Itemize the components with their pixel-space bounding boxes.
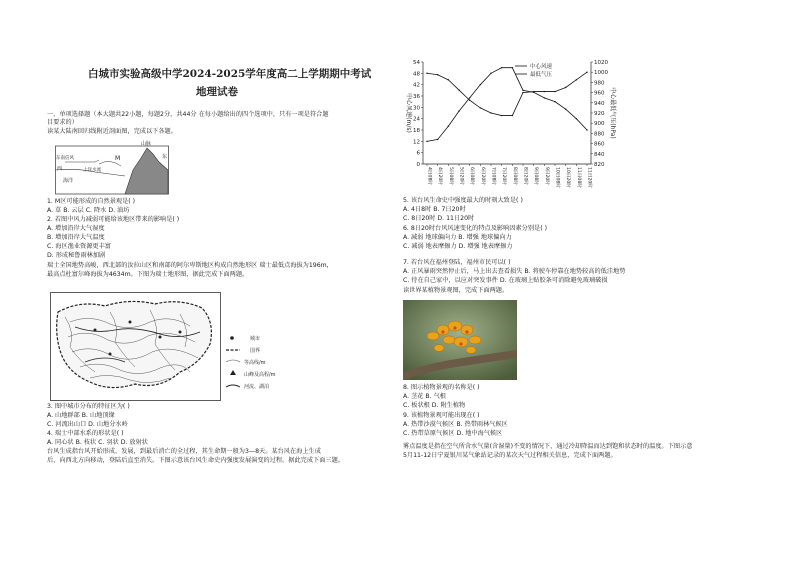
- typhoon-chart: [397, 56, 617, 204]
- left-tick-label: 6: [416, 150, 420, 157]
- data-point: [426, 73, 427, 74]
- data-point: [480, 84, 481, 85]
- legend-contour: 等高线/m: [244, 360, 266, 366]
- data-point: [458, 89, 459, 90]
- x-tick-label: 5日08时: [447, 167, 453, 185]
- intro-4: 读世界某植物景观图，完成下面两题。: [403, 287, 509, 294]
- right-tick-label: 920: [594, 111, 605, 117]
- x-tick-label: 11日08时: [575, 167, 581, 188]
- x-tick-label: 8日08时: [511, 167, 517, 185]
- x-tick-label: 5日20时: [458, 167, 464, 185]
- q7-a: A. 正风暴雨突然停止后，马上出去查看损失 B. 将驶车停靠在地势较高的低洼地势: [403, 268, 626, 275]
- q2-c: C. 海区渔业资源更丰富: [47, 243, 111, 250]
- right-tick-label: 900: [594, 121, 605, 128]
- series-line-wind-speed: [427, 68, 587, 142]
- data-point: [469, 97, 470, 98]
- data-point: [565, 87, 566, 88]
- data-point: [522, 90, 523, 91]
- map-legend: [226, 335, 276, 390]
- q8: 8. 图示植物景观的名称是( ): [403, 384, 480, 391]
- q8-b: C. 板状根 D. 附生植物: [403, 402, 466, 409]
- data-point: [512, 67, 513, 68]
- switzerland-map: [50, 292, 342, 402]
- plant-photo: [403, 300, 517, 380]
- q5-b: C. 8日20时 D. 11日20时: [403, 215, 475, 222]
- x-tick-label: 9日20时: [543, 167, 549, 185]
- data-point: [448, 79, 449, 80]
- q5: 5. 该台风生命史中强度最大的时刻大致是( ): [403, 197, 523, 204]
- data-point: [490, 112, 491, 113]
- intro-5a: 雾点温度是指在空气所含水气量(含湿量)不变的情况下，通过冷却降温而达到饱和状态时的温度。下图示意: [403, 443, 693, 450]
- exam-title: 白城市实验高级中学2024-2025学年度高二上学期期中考试: [88, 68, 372, 80]
- label-west: 西: [57, 166, 63, 172]
- legend-label: 中心风速: [530, 64, 553, 70]
- data-point: [586, 72, 587, 73]
- q2-d: D. 形成秘鲁雨林加剧: [47, 252, 106, 259]
- q3-b: C. 河流出山口 D. 山地分水岭: [47, 421, 128, 428]
- left-tick-label: 30: [413, 105, 420, 112]
- data-point: [469, 100, 470, 101]
- y-label-right: 中心最低气压(hPa): [609, 87, 616, 139]
- y-label-left: 中心风速(m/s): [405, 93, 412, 133]
- left-tick-label: 54: [413, 60, 420, 66]
- q6-b: C. 减弱 地表摩擦力 D. 增强 地表摩擦力: [403, 243, 513, 250]
- data-point: [426, 141, 427, 142]
- series-line-pressure: [427, 72, 587, 115]
- left-tick-label: 48: [413, 71, 420, 78]
- legend-river: 河流、湖泊: [244, 384, 270, 390]
- q9-a: A. 热带沙漠气候区 B. 热带雨林气候区: [403, 421, 508, 428]
- q1-options: A. 草 B. 云层 C. 降水 D. 油坊: [47, 207, 130, 214]
- label-east: 东: [162, 154, 168, 160]
- right-tick-label: 1020: [594, 60, 608, 66]
- q2: 2. 若图中风力减弱可能给该地区带来的影响是( ): [47, 216, 180, 223]
- q3-a: A. 山地群部 B. 山地顶缘: [47, 412, 115, 419]
- intro-2a: 瑞士全国地势高峻，西北部的汝拉山区和南部的阿尔卑斯地区构成自然地形区 瑞士最低点海拔为196m，: [47, 262, 333, 269]
- q5-a: A. 4日8时 B. 7日20时: [403, 206, 466, 213]
- data-point: [554, 91, 555, 92]
- cross-section-diagram: [55, 140, 170, 195]
- data-point: [554, 101, 555, 102]
- exam-subtitle: 地理试卷: [196, 86, 238, 98]
- x-tick-label: 6日20时: [479, 167, 485, 185]
- x-tick-label: 10日20时: [565, 167, 571, 188]
- right-tick-label: 1000: [594, 70, 608, 77]
- left-tick-label: 12: [413, 139, 420, 146]
- x-tick-label: 7日20时: [501, 167, 507, 185]
- right-tick-label: 940: [594, 100, 605, 107]
- x-tick-label: 11日20时: [586, 167, 592, 188]
- q6: 6. 8日20时台风风速变化的特点及影响因素分别是( ): [403, 225, 548, 232]
- q9-b: C. 热带草原气候区 D. 地中海气候区: [403, 430, 503, 437]
- data-point: [512, 115, 513, 116]
- intro-2b: 最高点杜富尔峰海拔为4634m。下图为瑞士地形图，据此完成下面两题。: [47, 271, 249, 278]
- label-current: 上洋水流: [83, 168, 101, 173]
- data-point: [458, 110, 459, 111]
- intro-1: 读某大陆南回归线附近剖面图，完成以下各题。: [47, 128, 177, 135]
- data-point: [533, 91, 534, 92]
- data-point: [501, 115, 502, 116]
- q9: 9. 该植物景观可能出现在( ): [403, 412, 480, 419]
- data-point: [576, 79, 577, 80]
- left-tick-label: 18: [413, 128, 420, 134]
- data-point: [480, 107, 481, 108]
- q6-a: A. 减弱 地球偏向力 B. 增强 地球偏向力: [403, 234, 512, 241]
- q4-options: A. 同心状 B. 枝状 C. 羽状 D. 放射状: [47, 439, 148, 446]
- data-point: [501, 67, 502, 68]
- legend-border: 国界: [250, 348, 261, 354]
- data-point: [565, 109, 566, 110]
- instructions-line-1: 一、单项选择题（本大题共22小题，每题2分，共44分 在每小题给出的四个选项中，只有一项是符合题: [47, 111, 329, 118]
- data-point: [490, 73, 491, 74]
- q7-b: C. 待在自己家中，以应对突发事件 D. 在玻璃上贴胶条可消除避免玻璃破损: [403, 277, 608, 284]
- left-tick-label: 36: [413, 94, 420, 100]
- x-tick-label: 7日08时: [490, 167, 496, 185]
- legend-city: 城市: [250, 336, 261, 342]
- label-mountain: 山脉: [141, 141, 152, 147]
- intro-5b: 5月11-12日宁夏银川某气象站记录的某次天气过程相关信息，完成下面两题。: [403, 452, 617, 459]
- data-point: [437, 74, 438, 75]
- legend-label: 最低气压: [530, 72, 553, 78]
- right-tick-label: 960: [594, 90, 605, 97]
- q3: 3. 图中城市分布的特征区为( ): [47, 403, 130, 410]
- left-tick-label: 24: [413, 116, 420, 123]
- data-point: [544, 91, 545, 92]
- x-tick-label: 8日20时: [522, 167, 528, 185]
- right-tick-label: 820: [594, 162, 605, 168]
- right-tick-label: 840: [594, 151, 605, 158]
- x-tick-label: 10日08时: [554, 167, 560, 188]
- legend-peak: 山峰及高程/m: [244, 372, 276, 378]
- label-wind: 东南信风: [56, 156, 74, 161]
- data-point: [522, 92, 523, 93]
- intro-3a: 台风生成指台风开始形成、发展，到最后消亡的全过程，其生命期一般为3—8天。某台风在海上生成: [47, 448, 321, 455]
- right-tick-label: 880: [594, 131, 605, 138]
- x-tick-label: 4日20时: [437, 167, 443, 185]
- left-tick-label: 42: [413, 82, 420, 89]
- intro-3b: 后，向西北方向移动，登陆后直至消失。下图示意该台风生命史内强度发展演变的过程。据此完成下面三题。: [47, 457, 344, 464]
- q2-a: A. 增加沿岸大气湿度: [47, 225, 105, 232]
- q8-a: A. 茎花 B. 气根: [403, 393, 446, 400]
- data-point: [437, 139, 438, 140]
- data-point: [586, 129, 587, 130]
- label-m: M: [115, 155, 121, 162]
- q1: 1. M区可能形成的自然景观是( ): [47, 198, 136, 205]
- data-point: [544, 97, 545, 98]
- x-tick-label: 6日08时: [469, 167, 475, 185]
- data-point: [448, 126, 449, 127]
- q4: 4. 瑞士中部水系的形状是( ): [47, 430, 124, 437]
- right-tick-label: 980: [594, 80, 605, 87]
- x-tick-label: 4日08时: [426, 167, 432, 185]
- right-tick-label: 860: [594, 141, 605, 148]
- label-ocean: 海洋: [63, 178, 74, 184]
- data-point: [576, 118, 577, 119]
- q2-b: B. 增加沿岸大气温度: [47, 234, 105, 241]
- q7: 7. 若台风在福州登陆，福州市民可以( ): [403, 259, 511, 266]
- x-tick-label: 9日08时: [533, 167, 539, 185]
- left-tick-label: 0: [416, 162, 420, 168]
- instructions-line-2: 目要求的）: [47, 119, 78, 126]
